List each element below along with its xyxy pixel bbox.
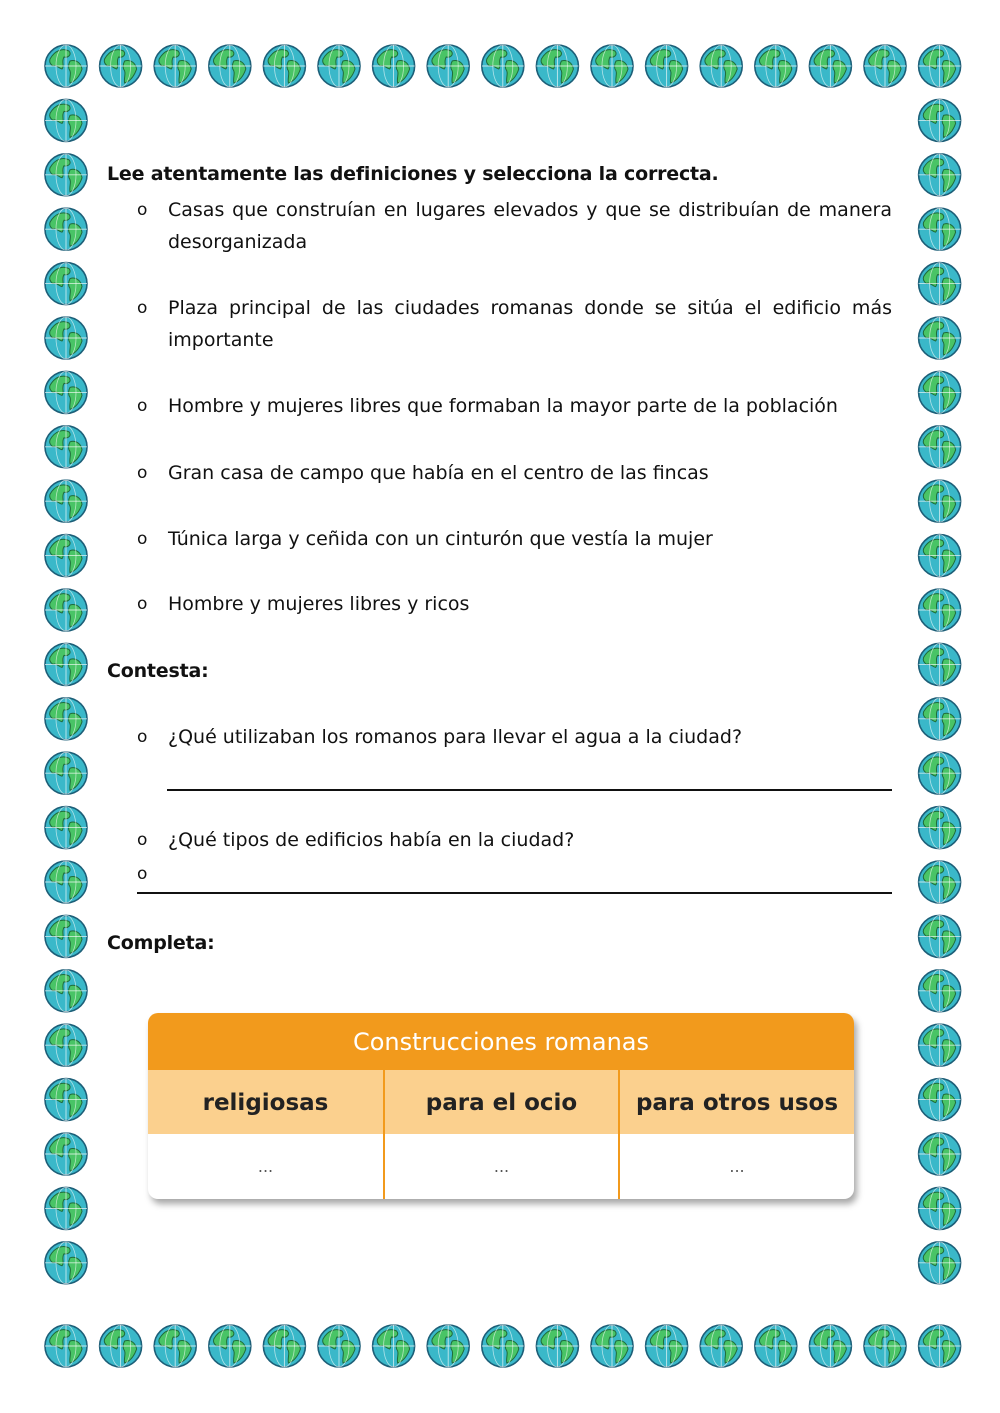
globe-icon — [919, 371, 961, 413]
globe-icon — [45, 45, 87, 87]
globe-icon — [45, 1325, 87, 1367]
constructions-table — [148, 1013, 854, 1199]
globe-icon — [45, 1079, 87, 1121]
globe-icon — [427, 1325, 469, 1367]
globe-icon — [100, 45, 142, 87]
globe-icon — [919, 1242, 961, 1284]
globe-icon — [809, 1325, 851, 1367]
column-ocio — [385, 1070, 618, 1199]
globe-icon — [919, 426, 961, 468]
column-header: para otros usos — [620, 1070, 854, 1134]
globe-icon — [919, 752, 961, 794]
globe-icon — [755, 45, 797, 87]
definition-text: Hombre y mujeres libres que formaban la mayor parte de la población — [168, 395, 838, 417]
radio-bullet[interactable]: o — [137, 200, 148, 220]
bullet: o — [137, 830, 148, 850]
column-header: para el ocio — [385, 1070, 618, 1134]
globe-icon — [45, 1133, 87, 1175]
globe-icon — [373, 45, 415, 87]
definitions-heading: Lee atentamente las definiciones y selecciona la correcta. — [107, 163, 719, 185]
column-divider — [618, 1070, 620, 1199]
column-header: religiosas — [148, 1070, 383, 1134]
bullet: o — [137, 864, 148, 884]
globe-icon — [100, 1325, 142, 1367]
globe-icon — [263, 45, 305, 87]
globe-icon — [864, 45, 906, 87]
answer-cell[interactable]: ... — [493, 1157, 510, 1176]
globe-icon — [45, 208, 87, 250]
question-text: ¿Qué utilizaban los romanos para llevar el agua a la ciudad? — [168, 726, 743, 748]
globe-icon — [919, 915, 961, 957]
definition-text: Gran casa de campo que había en el centro de las fincas — [168, 462, 709, 484]
globe-icon — [919, 1024, 961, 1066]
globe-icon — [482, 1325, 524, 1367]
globe-icon — [154, 1325, 196, 1367]
globe-icon — [919, 154, 961, 196]
globe-icon — [45, 698, 87, 740]
globe-icon — [45, 1187, 87, 1229]
definition-text: Plaza principal de las ciudades romanas donde se sitúa el edificio más importante — [168, 297, 892, 351]
globe-icon — [591, 45, 633, 87]
answer-heading: Contesta: — [107, 660, 209, 682]
globe-icon — [45, 643, 87, 685]
globe-icon — [919, 535, 961, 577]
globe-icon — [919, 1187, 961, 1229]
column-religiosas — [148, 1070, 383, 1199]
globe-icon — [45, 807, 87, 849]
globe-icon — [646, 1325, 688, 1367]
globe-icon — [263, 1325, 305, 1367]
definition-text: Hombre y mujeres libres y ricos — [168, 593, 470, 615]
globe-icon — [809, 45, 851, 87]
globe-icon — [45, 752, 87, 794]
globe-icon — [482, 45, 524, 87]
globe-icon — [700, 45, 742, 87]
globe-icon — [45, 99, 87, 141]
globe-icon — [45, 915, 87, 957]
globe-icon — [45, 1024, 87, 1066]
globe-icon — [919, 480, 961, 522]
globe-icon — [919, 698, 961, 740]
globe-icon — [209, 45, 251, 87]
globe-icon — [919, 208, 961, 250]
question-text: ¿Qué tipos de edificios había en la ciudad? — [168, 829, 575, 851]
column-divider — [383, 1070, 385, 1199]
globe-icon — [755, 1325, 797, 1367]
answer-line-2[interactable] — [137, 892, 892, 894]
globe-icon — [919, 970, 961, 1012]
globe-icon — [209, 1325, 251, 1367]
radio-bullet[interactable]: o — [137, 594, 148, 614]
globe-icon — [536, 45, 578, 87]
globe-icon — [919, 1079, 961, 1121]
answer-cell[interactable]: ... — [729, 1157, 745, 1176]
definition-option[interactable] — [137, 390, 892, 422]
globe-icon — [45, 535, 87, 577]
globe-icon — [45, 426, 87, 468]
radio-bullet[interactable]: o — [137, 298, 148, 318]
globe-icon — [45, 970, 87, 1012]
question-item — [137, 824, 892, 856]
table-title: Construcciones romanas — [148, 1013, 854, 1070]
column-otros-usos — [620, 1070, 854, 1199]
globe-icon — [45, 480, 87, 522]
globe-icon — [45, 1242, 87, 1284]
globe-icon — [919, 263, 961, 305]
question-item — [137, 721, 892, 753]
globe-icon — [45, 861, 87, 903]
globe-icon — [919, 45, 961, 87]
radio-bullet[interactable]: o — [137, 463, 148, 483]
globe-icon — [45, 371, 87, 413]
definition-option[interactable] — [137, 588, 892, 620]
globe-icon — [919, 861, 961, 903]
answer-line-1[interactable] — [167, 789, 892, 791]
globe-icon — [154, 45, 196, 87]
globe-icon — [919, 589, 961, 631]
globe-icon — [318, 1325, 360, 1367]
radio-bullet[interactable]: o — [137, 396, 148, 416]
globe-icon — [919, 1325, 961, 1367]
definition-option[interactable] — [137, 457, 892, 489]
definition-text: Túnica larga y ceñida con un cinturón que vestía la mujer — [168, 528, 713, 550]
globe-icon — [45, 317, 87, 359]
globe-icon — [919, 317, 961, 359]
complete-heading: Completa: — [107, 932, 215, 954]
globe-icon — [45, 154, 87, 196]
globe-icon — [536, 1325, 578, 1367]
globe-icon — [700, 1325, 742, 1367]
definition-text: Casas que construían en lugares elevados y que se distribuían de manera desorganizada — [168, 199, 892, 253]
globe-icon — [45, 589, 87, 631]
globe-icon — [919, 99, 961, 141]
definition-option[interactable] — [137, 194, 892, 258]
globe-icon — [373, 1325, 415, 1367]
globe-icon — [919, 807, 961, 849]
globe-icon — [919, 643, 961, 685]
answer-cell[interactable]: ... — [257, 1157, 274, 1176]
globe-icon — [318, 45, 360, 87]
globe-icon — [919, 1133, 961, 1175]
globe-icon — [864, 1325, 906, 1367]
radio-bullet[interactable]: o — [137, 529, 148, 549]
bullet: o — [137, 727, 148, 747]
globe-icon — [427, 45, 469, 87]
globe-icon — [45, 263, 87, 305]
definition-option[interactable] — [137, 523, 892, 555]
definition-option[interactable] — [137, 292, 892, 356]
globe-icon — [591, 1325, 633, 1367]
globe-icon — [646, 45, 688, 87]
